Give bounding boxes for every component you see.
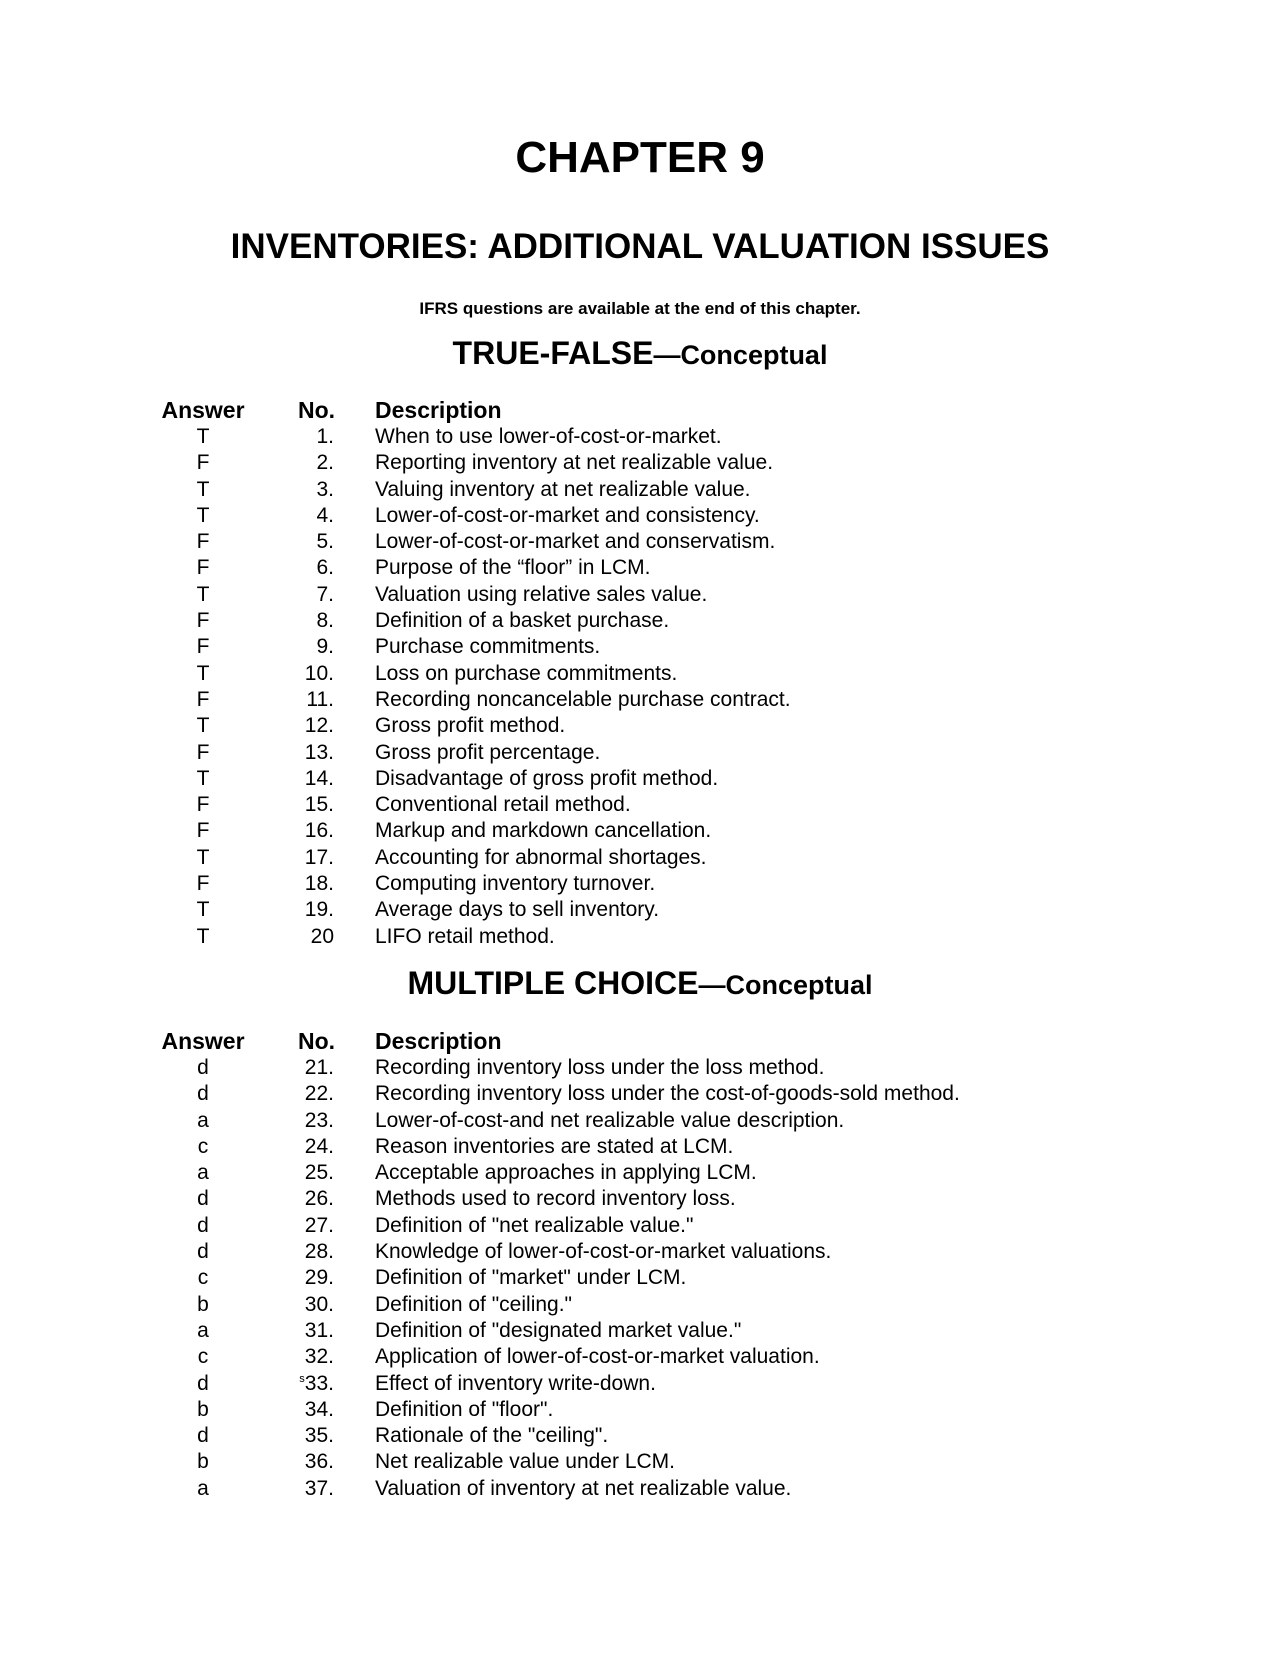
question-number: 37. [304, 1476, 334, 1500]
answer-cell: d [197, 1056, 209, 1079]
answer-cell: T [196, 425, 210, 448]
table-row [0, 1449, 1280, 1475]
table-row [0, 661, 1280, 687]
description-cell: Rationale of the "ceiling". [375, 1424, 609, 1448]
number-column-header: No. [298, 1028, 336, 1054]
question-number-cell [270, 634, 334, 660]
question-number-cell [270, 1265, 334, 1291]
question-number: 4. [316, 503, 334, 527]
description-cell: Effect of inventory write-down. [375, 1371, 656, 1395]
answer-cell: T [196, 477, 210, 501]
description-cell: When to use lower-of-cost-or-market. [375, 425, 722, 448]
true-false-table [0, 396, 1280, 950]
table-row [0, 1239, 1280, 1265]
answer-cell: T [196, 766, 210, 790]
question-number-cell [270, 424, 334, 450]
question-number-cell [270, 740, 334, 766]
question-number-cell [270, 529, 334, 555]
table-row [0, 608, 1280, 634]
answer-cell: d [197, 1240, 209, 1264]
question-number: 18. [304, 872, 334, 896]
table-row [0, 871, 1280, 897]
table-row [0, 555, 1280, 581]
question-number-cell [270, 1292, 334, 1318]
description-cell: Valuing inventory at net realizable value. [375, 477, 751, 501]
description-cell: Recording inventory loss under the loss method. [375, 1056, 825, 1079]
true-false-rows [0, 424, 1280, 950]
table-row [0, 1081, 1280, 1107]
description-cell: Reporting inventory at net realizable value. [375, 451, 774, 475]
description-cell: Lower-of-cost-and net realizable value description. [375, 1108, 845, 1132]
table-row [0, 924, 1280, 950]
description-cell: Application of lower-of-cost-or-market valuation. [375, 1345, 820, 1369]
description-cell: Recording noncancelable purchase contract. [375, 687, 791, 711]
question-number-cell [270, 582, 334, 608]
description-column-header: Description [375, 1028, 502, 1054]
question-number-cell [270, 661, 334, 687]
question-number-cell [270, 713, 334, 739]
description-cell: Computing inventory turnover. [375, 872, 656, 896]
table-row [0, 792, 1280, 818]
question-number-cell [270, 871, 334, 897]
question-number: 26. [304, 1187, 334, 1211]
description-cell: Definition of "ceiling." [375, 1292, 573, 1316]
table-row [0, 503, 1280, 529]
table-row [0, 450, 1280, 476]
question-number: 14. [304, 766, 334, 790]
answer-cell: c [197, 1134, 209, 1158]
table-row [0, 634, 1280, 660]
description-cell: Definition of "net realizable value." [375, 1213, 694, 1237]
question-number: 25. [304, 1161, 334, 1185]
question-number: 7. [316, 582, 334, 606]
question-number: 16. [304, 819, 334, 843]
question-number-cell [270, 1108, 334, 1134]
question-number: 34. [304, 1397, 334, 1421]
multiple-choice-heading [0, 964, 1280, 1009]
description-cell: Valuation of inventory at net realizable value. [375, 1476, 792, 1500]
question-number: 24. [304, 1134, 334, 1158]
question-number: 6. [316, 556, 334, 580]
description-cell: Purpose of the “floor” in LCM. [375, 556, 651, 580]
answer-cell: b [197, 1292, 209, 1316]
question-number-cell [270, 1239, 334, 1265]
table-row [0, 529, 1280, 555]
question-number: 17. [304, 845, 334, 869]
description-cell: Acceptable approaches in applying LCM. [375, 1161, 757, 1185]
answer-cell: d [197, 1213, 209, 1237]
question-number: 13. [304, 740, 334, 764]
answer-cell: F [196, 609, 210, 633]
multiple-choice-table [0, 1027, 1280, 1502]
question-number: 33. [304, 1371, 334, 1395]
answer-cell: b [197, 1397, 209, 1421]
question-number: 11. [306, 687, 334, 711]
description-cell: Average days to sell inventory. [375, 898, 660, 922]
number-column-header: No. [298, 397, 336, 423]
question-number: 3. [316, 477, 334, 501]
question-number: 5. [316, 530, 334, 554]
question-number-cell [270, 1055, 334, 1081]
answer-cell: F [196, 819, 210, 843]
answer-cell: F [196, 872, 210, 896]
question-number-cell [270, 1476, 334, 1502]
answer-cell: a [197, 1318, 209, 1342]
description-cell: Methods used to record inventory loss. [375, 1187, 736, 1211]
description-cell: Net realizable value under LCM. [375, 1450, 675, 1474]
question-number-cell [270, 1344, 334, 1370]
question-number: 15. [304, 793, 334, 817]
question-number-cell [270, 818, 334, 844]
answer-cell: c [197, 1266, 209, 1290]
description-cell: Reason inventories are stated at LCM. [375, 1134, 734, 1158]
answer-cell: F [196, 793, 210, 817]
question-number: 2. [316, 451, 334, 475]
table-row [0, 424, 1280, 450]
table-row [0, 1371, 1280, 1397]
description-cell: Gross profit method. [375, 714, 566, 738]
answer-cell: d [197, 1371, 209, 1395]
question-number-cell [270, 845, 334, 871]
answer-cell: T [196, 661, 210, 685]
description-cell: Disadvantage of gross profit method. [375, 766, 719, 790]
question-number: 21. [304, 1056, 334, 1079]
table-header-row [0, 1027, 1280, 1055]
answer-cell: T [196, 582, 210, 606]
question-number-cell [270, 766, 334, 792]
description-cell: Markup and markdown cancellation. [375, 819, 712, 843]
answer-cell: F [196, 635, 210, 659]
question-number: 19. [304, 898, 334, 922]
chapter-title: CHAPTER 9 [515, 133, 765, 182]
question-number-cell [270, 1397, 334, 1423]
multiple-choice-heading-sub: —Conceptual [698, 970, 873, 1000]
table-row [0, 582, 1280, 608]
question-number: 31. [304, 1318, 334, 1342]
question-number: 22. [304, 1082, 334, 1106]
description-cell: Conventional retail method. [375, 793, 631, 817]
table-row [0, 1397, 1280, 1423]
table-row [0, 1318, 1280, 1344]
description-column-header: Description [375, 397, 502, 423]
table-row [0, 818, 1280, 844]
ifrs-note: IFRS questions are available at the end of this chapter. [419, 299, 861, 318]
description-cell: Lower-of-cost-or-market and conservatism. [375, 530, 776, 554]
question-number: 23. [304, 1108, 334, 1132]
table-row [0, 897, 1280, 923]
table-row [0, 1292, 1280, 1318]
question-number-cell [270, 1081, 334, 1107]
question-number-cell [270, 1318, 334, 1344]
question-number: 1. [316, 425, 334, 448]
question-number: 30. [304, 1292, 334, 1316]
question-number-cell [270, 450, 334, 476]
description-cell: Knowledge of lower-of-cost-or-market valuations. [375, 1240, 832, 1264]
answer-cell: F [196, 451, 210, 475]
table-row [0, 687, 1280, 713]
question-number-cell [270, 555, 334, 581]
question-number-cell [270, 1371, 334, 1397]
answer-cell: F [196, 687, 210, 711]
question-number: 28. [304, 1240, 334, 1264]
description-cell: Definition of "floor". [375, 1397, 554, 1421]
question-number-cell [270, 1423, 334, 1449]
answer-cell: d [197, 1187, 209, 1211]
question-number: 35. [304, 1424, 334, 1448]
description-cell: Definition of "market" under LCM. [375, 1266, 687, 1290]
true-false-heading-sub: —Conceptual [653, 340, 828, 370]
multiple-choice-rows [0, 1055, 1280, 1502]
answer-cell: T [196, 898, 210, 922]
table-row [0, 1108, 1280, 1134]
answer-cell: T [196, 924, 210, 948]
multiple-choice-heading-main: MULTIPLE CHOICE [407, 965, 699, 1001]
question-number-cell [270, 503, 334, 529]
table-row [0, 713, 1280, 739]
table-row [0, 1186, 1280, 1212]
true-false-heading-main: TRUE-FALSE [452, 335, 654, 371]
answer-cell: a [197, 1161, 209, 1185]
question-number-cell [270, 1213, 334, 1239]
question-number-cell [270, 1160, 334, 1186]
description-cell: Loss on purchase commitments. [375, 661, 678, 685]
table-row [0, 1055, 1280, 1081]
answer-cell: c [197, 1345, 209, 1369]
question-number: 20 [310, 924, 334, 948]
question-number-cell [270, 608, 334, 634]
answer-cell: F [196, 556, 210, 580]
question-number: 9. [316, 635, 334, 659]
description-cell: Definition of a basket purchase. [375, 609, 670, 633]
answer-cell: a [197, 1476, 209, 1500]
question-number: 27. [304, 1213, 334, 1237]
question-mark-superscript: s [299, 1372, 305, 1385]
question-number: 8. [316, 609, 334, 633]
description-cell: Lower-of-cost-or-market and consistency. [375, 503, 760, 527]
description-cell: Gross profit percentage. [375, 740, 601, 764]
description-cell: Purchase commitments. [375, 635, 601, 659]
answer-column-header: Answer [161, 397, 245, 423]
table-row [0, 740, 1280, 766]
answer-cell: T [196, 503, 210, 527]
table-row [0, 1423, 1280, 1449]
chapter-subtitle: INVENTORIES: ADDITIONAL VALUATION ISSUES [230, 227, 1050, 266]
answer-cell: F [196, 530, 210, 554]
question-number-cell [270, 1186, 334, 1212]
description-cell: Recording inventory loss under the cost-of-goods-sold method. [375, 1082, 960, 1106]
description-cell: LIFO retail method. [375, 924, 555, 948]
answer-cell: d [197, 1424, 209, 1448]
question-number-cell [270, 1134, 334, 1160]
question-number: 10. [304, 661, 334, 685]
question-number-cell [270, 792, 334, 818]
question-number-cell [270, 687, 334, 713]
table-row [0, 766, 1280, 792]
answer-cell: F [196, 740, 210, 764]
answer-column-header: Answer [161, 1028, 245, 1054]
answer-cell: b [197, 1450, 209, 1474]
true-false-heading [0, 334, 1280, 379]
question-number-cell [270, 477, 334, 503]
question-number-cell [270, 897, 334, 923]
question-number-cell [270, 1449, 334, 1475]
table-row [0, 1476, 1280, 1502]
table-row [0, 1160, 1280, 1186]
table-row [0, 1265, 1280, 1291]
description-cell: Valuation using relative sales value. [375, 582, 708, 606]
answer-cell: T [196, 845, 210, 869]
question-number: 12. [304, 714, 334, 738]
table-row [0, 1213, 1280, 1239]
answer-cell: d [197, 1082, 209, 1106]
answer-cell: T [196, 714, 210, 738]
table-row [0, 477, 1280, 503]
table-row [0, 1344, 1280, 1370]
question-number: 32. [304, 1345, 334, 1369]
description-cell: Definition of "designated market value." [375, 1318, 742, 1342]
description-cell: Accounting for abnormal shortages. [375, 845, 707, 869]
question-number: 29. [304, 1266, 334, 1290]
question-number-cell [270, 924, 334, 950]
table-header-row [0, 396, 1280, 424]
table-row [0, 1134, 1280, 1160]
answer-cell: a [197, 1108, 209, 1132]
question-number: 36. [304, 1450, 334, 1474]
table-row [0, 845, 1280, 871]
